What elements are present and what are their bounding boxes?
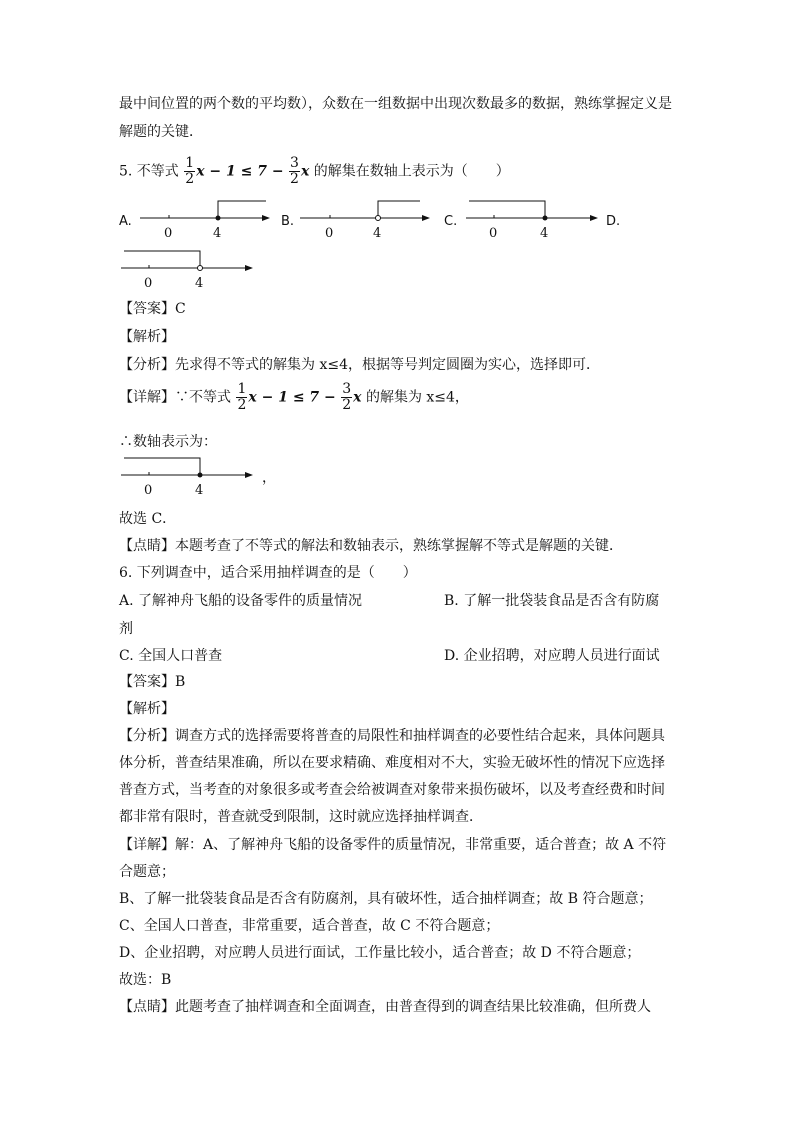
answer-5: 【答案】C	[119, 301, 186, 317]
comma: ，	[262, 470, 276, 486]
analysis-6-l4: 都非常有限时，普查就受到限制，这时就应选择抽样调查．	[119, 809, 483, 825]
comment-5: 【点睛】本题考查了不等式的解法和数轴表示，熟练掌握解不等式是解题的关键．	[119, 538, 623, 554]
q5-prefix: 5. 不等式	[119, 163, 179, 180]
fraction-3-2: $\frac{3}{2}$	[342, 381, 352, 413]
number-line-answer	[119, 453, 264, 501]
choose-6: 故选：B	[119, 972, 172, 988]
q6-option-a: A. 了解神舟飞船的设备零件的质量情况	[119, 593, 363, 609]
question-6: 6. 下列调查中，适合采用抽样调查的是（ ）	[119, 565, 417, 581]
q6-option-c: C. 全国人口普查	[119, 648, 223, 664]
choose-5: 故选 C．	[119, 511, 177, 527]
analysis-5-heading: 【解析】	[119, 329, 175, 345]
q6-option-b-cont: 剂	[119, 621, 133, 637]
option-d-label: D.	[606, 214, 621, 229]
tick-0: 0	[489, 226, 498, 241]
q6-option-b: B. 了解一批袋装食品是否含有防腐	[444, 593, 660, 609]
detail-5-x: x	[353, 389, 362, 406]
tick-4: 4	[195, 483, 204, 498]
number-line-a	[138, 196, 273, 244]
q6-option-d: D. 企业招聘，对应聘人员进行面试	[444, 648, 660, 664]
tick-4: 4	[195, 276, 204, 291]
detail-6-l1: 【详解】解：A、了解神舟飞船的设备零件的质量情况，非常重要，适合普查；故 A 不符	[119, 837, 667, 853]
option-a-label: A.	[119, 214, 132, 229]
detail-6-l2: 合题意；	[119, 864, 175, 880]
option-b-label: B.	[281, 214, 295, 229]
analysis-5: 【分析】先求得不等式的解集为 x≤4，根据等号判定圆圈为实心，选择即可．	[119, 357, 600, 373]
line-1: 最中间位置的两个数的平均数），众数在一组数据中出现次数最多的数据，熟练掌握定义是	[119, 96, 672, 112]
tick-0: 0	[325, 226, 334, 241]
detail-5	[119, 382, 469, 413]
detail-6-l4: C、全国人口普查，非常重要，适合普查，故 C 不符合题意；	[119, 918, 500, 934]
number-line-b	[298, 196, 438, 244]
detail-5-prefix: 【详解】∵不等式	[119, 389, 231, 406]
tick-0: 0	[164, 226, 173, 241]
analysis-6-l1: 【分析】调查方式的选择需要将普查的局限性和抽样调查的必要性结合起来，具体问题具	[119, 728, 665, 744]
q5-x: x	[300, 163, 310, 180]
answer-6: 【答案】B	[119, 674, 186, 690]
analysis-6-heading: 【解析】	[119, 701, 175, 717]
option-c-label: C.	[444, 214, 458, 229]
comment-6: 【点睛】此题考查了抽样调查和全面调查，由普查得到的调查结果比较准确，但所费人	[119, 999, 651, 1015]
fraction-3-2: $\frac{3}{2}$	[290, 155, 299, 187]
detail-6-l3: B、了解一批袋装食品是否含有防腐剂，具有破坏性，适合抽样调查；故 B 符合题意；	[119, 891, 653, 907]
tick-4: 4	[373, 226, 382, 241]
fraction-1-2: $\frac{1}{2}$	[237, 381, 247, 413]
number-line-d	[119, 246, 259, 294]
tick-4: 4	[213, 226, 222, 241]
tick-0: 0	[144, 276, 153, 291]
analysis-6-l3: 普查方式，当考查的对象很多或考查会给被调查对象带来损伤破坏，以及考查经费和时间	[119, 782, 665, 798]
line-2: 解题的关键．	[119, 124, 203, 140]
question-5	[119, 156, 510, 187]
q5-suffix: 的解集在数轴上表示为（ ）	[313, 163, 510, 180]
q5-expr: x − 1 ≤ 7 −	[196, 163, 284, 180]
detail-5-suffix: 的解集为 x≤4，	[365, 389, 469, 406]
tick-4: 4	[540, 226, 549, 241]
detail-5-expr: x − 1 ≤ 7 −	[248, 389, 336, 406]
number-line-c	[464, 196, 604, 244]
detail-6-l5: D、企业招聘，对应聘人员进行面试，工作量比较小，适合普查；故 D 不符合题意；	[119, 945, 641, 961]
fraction-1-2: $\frac{1}{2}$	[185, 155, 195, 187]
therefore-5: ∴数轴表示为：	[119, 434, 217, 450]
tick-0: 0	[144, 483, 153, 498]
analysis-6-l2: 体分析，普查结果准确，所以在要求精确、难度相对不大，实验无破坏性的情况下应选择	[119, 755, 665, 771]
